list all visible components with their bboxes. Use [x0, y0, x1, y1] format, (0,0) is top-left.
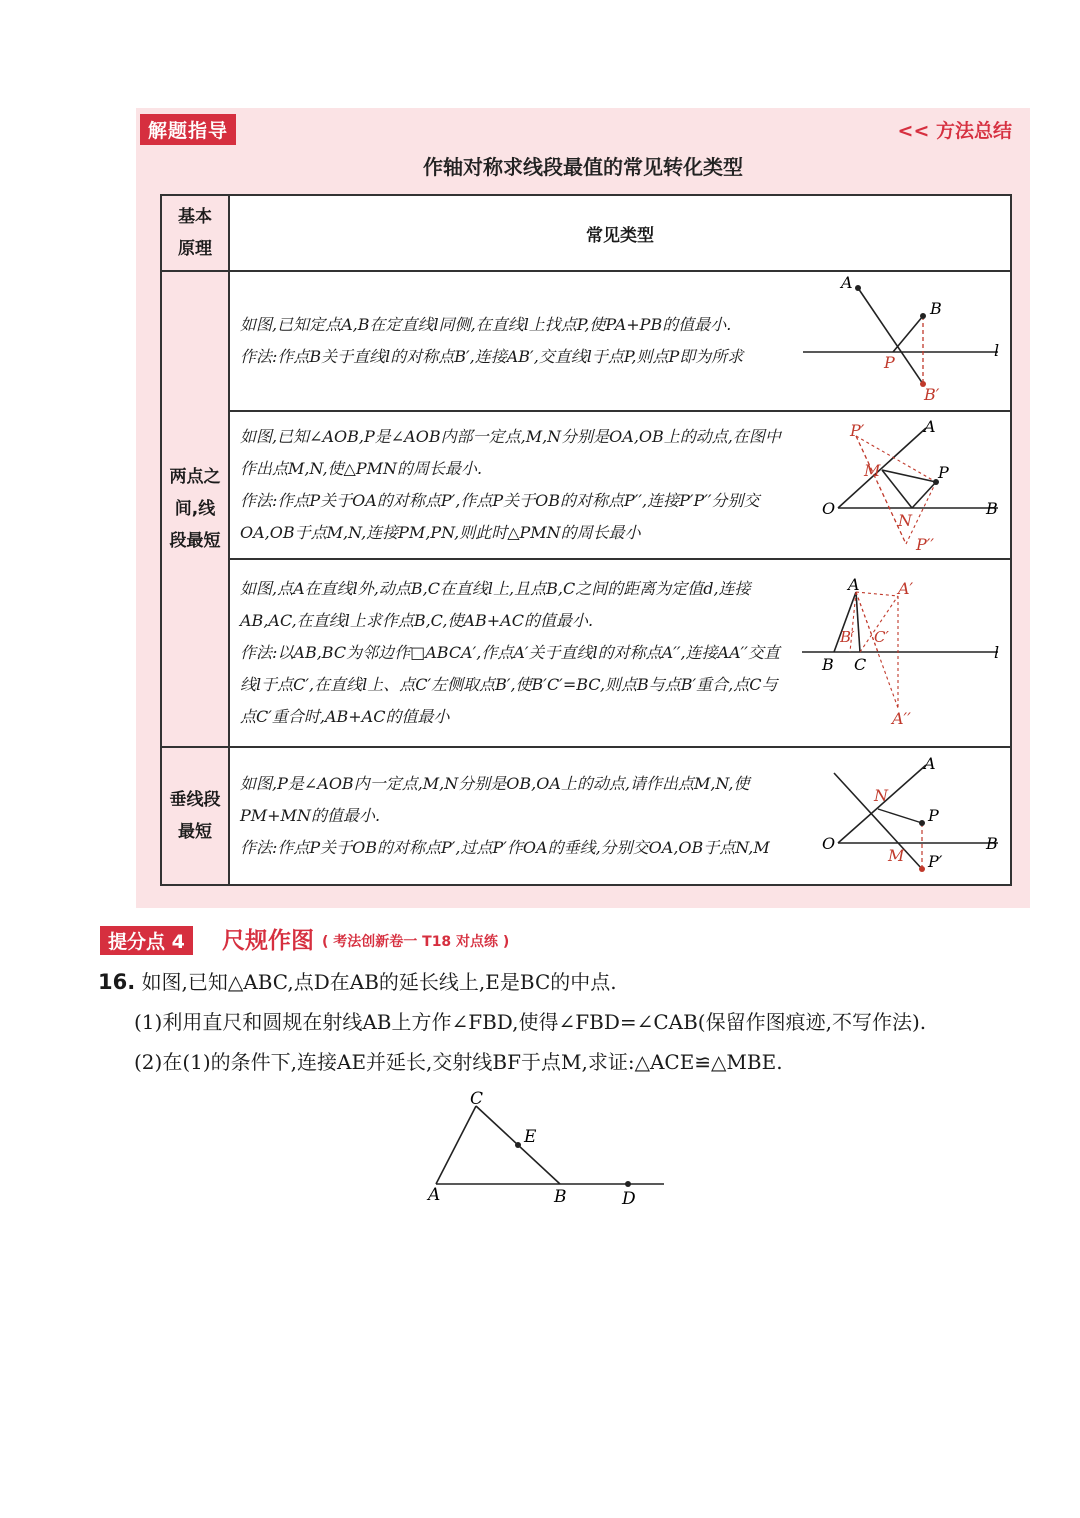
- label-b-prime: B′: [840, 628, 855, 646]
- label-b: B: [822, 655, 834, 674]
- label-p: P: [884, 353, 895, 372]
- problem-part1: (1)利用直尺和圆规在射线AB上方作∠FBD,使得∠FBD=∠CAB(保留作图痕迹,不写作法).: [134, 1010, 927, 1034]
- figure-row1: [798, 276, 1008, 406]
- tip-title: 尺规作图: [222, 928, 314, 954]
- label-p: P: [938, 463, 949, 482]
- row-cell-1: [229, 271, 1011, 411]
- group-perpendicular-text: 垂线段最短: [169, 790, 221, 842]
- label-l: l: [994, 341, 1000, 360]
- group-perpendicular: [161, 747, 229, 885]
- row3-method: 作法:以AB,BC为邻边作□ABCA′,作点A′关于直线l的对称点A′′,连接AA′′交直线l于点C′,在直线l上、点C′左侧取点B′,使B′C′=BC,则点B与点B′重合,点C与点C′重合时,AB+AC的值最小: [240, 643, 780, 726]
- row1-desc: 如图,已知定点A,B在定直线l同侧,在直线l上找点P,使PA+PB的值最小.: [240, 315, 732, 334]
- label-o: O: [822, 499, 836, 518]
- label-a: A: [841, 276, 853, 292]
- header-types: 常见类型: [229, 195, 1011, 271]
- label-p-prime: P′: [928, 852, 943, 871]
- point-a: [855, 285, 861, 291]
- label-o: O: [822, 834, 836, 853]
- point-p: [919, 820, 925, 826]
- point-p-prime: [919, 866, 925, 872]
- row2-method: 作法:作点P关于OA的对称点P′,作点P关于OB的对称点P′′,连接P′P′′分别交OA,OB于点M,N,连接PM,PN,则此时△PMN的周长最小: [240, 491, 760, 542]
- label-e: E: [524, 1127, 537, 1147]
- row3-desc: 如图,点A在直线l外,动点B,C在直线l上,且点B,C之间的距离为定值d,连接AB,AC,在直线l上求作点B,C,使AB+AC的值最小.: [240, 579, 751, 630]
- point-d: [625, 1181, 631, 1187]
- label-c-prime: C′: [874, 628, 889, 646]
- guide-title: 作轴对称求线段最值的常见转化类型: [423, 155, 743, 179]
- group-two-points-text: 两点之间,线段最短: [169, 467, 221, 551]
- row-cell-4: [229, 747, 1011, 885]
- segment-pb: [893, 316, 923, 352]
- table-row: [161, 271, 1011, 411]
- ray-oa: [838, 428, 926, 508]
- label-p-prime: P′: [850, 421, 865, 440]
- guide-tag: 解题指导: [140, 114, 236, 145]
- label-a-double-prime: A′′: [892, 709, 911, 728]
- label-b: B: [554, 1187, 567, 1207]
- problem-16: [98, 962, 1038, 1082]
- row2-desc: 如图,已知∠AOB,P是∠AOB内部一定点,M,N分别是OA,OB上的动点,在图中作出点M,N,使△PMN的周长最小.: [240, 427, 781, 478]
- label-b: B: [986, 834, 998, 853]
- label-b-prime: B′: [924, 385, 940, 404]
- segment-ac: [436, 1106, 476, 1184]
- point-e: [515, 1142, 521, 1148]
- problem-number: 16.: [98, 970, 136, 994]
- label-n: N: [874, 786, 888, 805]
- method-summary-label: << 方法总结: [897, 120, 1012, 142]
- figure-row3: [798, 578, 1008, 728]
- label-m: M: [888, 846, 905, 865]
- label-a: A: [924, 754, 936, 773]
- label-a: A: [428, 1185, 441, 1205]
- problem-part2: (2)在(1)的条件下,连接AE并延长,交射线BF于点M,求证:△ACE≌△MBE.: [134, 1050, 783, 1074]
- row-cell-2: [229, 411, 1011, 559]
- row-cell-3: [229, 559, 1011, 747]
- label-l: l: [994, 643, 1000, 662]
- header-principle: [161, 195, 229, 271]
- table-row: [161, 559, 1011, 747]
- label-a-prime: A′: [898, 579, 914, 598]
- group-two-points: [161, 271, 229, 747]
- label-c: C: [854, 655, 867, 674]
- problem-stem: 如图,已知△ABC,点D在AB的延长线上,E是BC的中点.: [141, 970, 617, 994]
- label-c: C: [470, 1089, 484, 1109]
- table-header-row: [161, 195, 1011, 271]
- label-p-double-prime: P′′: [916, 535, 935, 554]
- figure-row4: [798, 751, 1008, 881]
- segment-pn: [912, 482, 936, 508]
- point-b: [920, 313, 926, 319]
- label-m: M: [864, 461, 881, 480]
- table-row: [161, 411, 1011, 559]
- row4-desc: 如图,P是∠AOB内一定点,M,N分别是OB,OA上的动点,请作出点M,N,使PM+MN的值最小.: [240, 774, 750, 825]
- label-a: A: [848, 578, 860, 594]
- segment-pm: [878, 809, 922, 823]
- figure-row2: [798, 416, 1008, 554]
- types-table: [160, 194, 1012, 886]
- label-n: N: [898, 511, 912, 530]
- tip-note: ( 考法创新卷一 T18 对点练 ): [322, 934, 510, 950]
- label-p: P: [928, 806, 939, 825]
- triangle-figure: [420, 1080, 680, 1220]
- label-b: B: [986, 499, 998, 518]
- row4-method: 作法:作点P关于OB的对称点P′,过点P′作OA的垂线,分别交OA,OB于点N,M: [240, 838, 770, 857]
- label-a: A: [924, 417, 936, 436]
- table-row: [161, 747, 1011, 885]
- label-d: D: [622, 1189, 636, 1209]
- segment-aa1: [856, 592, 898, 596]
- tip-tag: 提分点 4: [100, 926, 193, 955]
- method-guide-box: [136, 108, 1030, 908]
- header-principle-text: 基本原理: [178, 207, 212, 259]
- label-b: B: [930, 299, 942, 318]
- segment-ac: [856, 592, 860, 652]
- row1-method: 作法:作点B关于直线l的对称点B′,连接AB′,交直线l于点P,则点P即为所求: [240, 347, 744, 366]
